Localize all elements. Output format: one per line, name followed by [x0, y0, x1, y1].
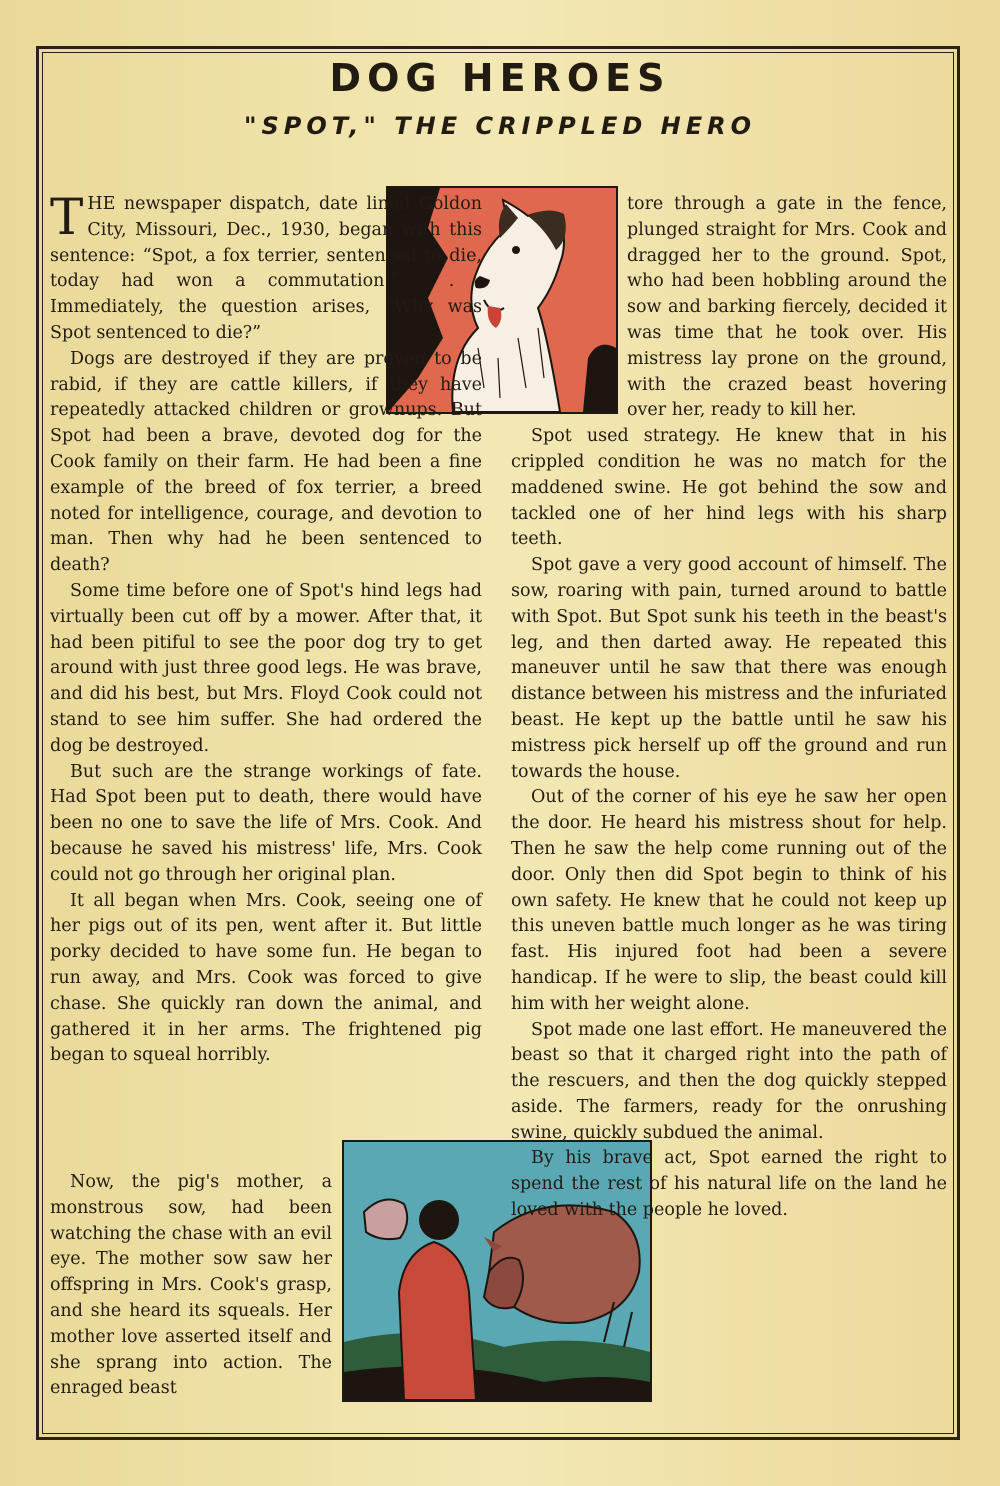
article-paragraph: By his brave act, Spot earned the right to spend the rest of his natural life on the land he loved with the people he loved.	[511, 1148, 947, 1221]
article-column-left-bottom	[50, 1170, 332, 1402]
article-paragraph: Spot made one last effort. He maneuvered the beast so that it charged right into the path of the rescuers, and then the dog quickly stepped aside. The farmers, ready for the onrushing swine, quickly subdued the animal.	[511, 1019, 947, 1143]
page-title: DOG HEROES	[329, 56, 671, 100]
article-paragraph: Some time before one of Spot's hind legs had virtually been cut off by a mower. After that, it had been pitiful to see the poor dog try to get around with just three good legs. He was brave, and did his best, but Mrs. Floyd Cook could not stand to see him suffer. She had ordered the dog be destroyed.	[50, 580, 482, 756]
article-subtitle: "SPOT," THE CRIPPLED HERO	[243, 112, 756, 140]
article-paragraph	[50, 188, 482, 347]
article-paragraph: But such are the strange workings of fate. Had Spot been put to death, there would have been no one to save the life of Mrs. Cook. And because he saved his mistress' life, Mrs. Cook could not go through her original plan.	[50, 761, 482, 885]
drop-cap: T	[50, 188, 84, 246]
article-column-left	[50, 188, 482, 1069]
article-paragraph: It all began when Mrs. Cook, seeing one of her pigs out of its pen, went after it. But little porky decided to have some fun. He began to run away, and Mrs. Cook was forced to give chase. She quickly ran down the animal, and gathered it in her arms. The frightened pig began to squeal horribly.	[50, 890, 482, 1066]
article-paragraph: Now, the pig's mother, a monstrous sow, had been watching the chase with an evil eye. The mother sow saw her offspring in Mrs. Cook's grasp, and she heard its squeals. Her mother love asserted itself and she sprang into action. The enraged beast	[50, 1172, 332, 1399]
article-paragraph: tore through a gate in the fence, plunged straight for Mrs. Cook and dragged her to the ground. Spot, who had been hobbling around the sow and barking fiercely, decided it was time that he took over. His mistress lay prone on the ground, with the crazed beast hovering over her, ready to kill her.	[627, 194, 947, 421]
article-paragraph: Dogs are destroyed if they are proven to be rabid, if they are cattle killers, if they have repeatedly attacked children or grownups. But Spot had been a brave, devoted dog for the Cook family on their farm. He had been a fine example of the breed of fox terrier, a breed noted for intelligence, courage, and devotion to man. Then why had he been sentenced to death?	[50, 348, 482, 576]
article-paragraph-text: HE newspaper dispatch, date lined Goldon City, Missouri, Dec., 1930, began with this sentence: “Spot, a fox terrier, sentenced to die, today had won a commutation.” . . . Immediately, the question arises, “Why was Spot sentenced to die?”	[50, 194, 482, 343]
article-paragraph: Spot gave a very good account of himself. The sow, roaring with pain, turned around to battle with Spot. But Spot sunk his teeth in the beast's leg, and then darted away. He repeated this maneuver until he saw that there was enough distance between his mistress and the infuriated beast. He kept up the battle until he saw his mistress pick herself up off the ground and run towards the house.	[511, 555, 947, 782]
article-column-right	[511, 192, 947, 1224]
article-paragraph: Out of the corner of his eye he saw her open the door. He heard his mistress shout for help. Then he saw the help come running out of the door. Only then did Spot begin to think of his own safety. He knew that he could not keep up this uneven battle much longer as he was tiring fast. His injured foot had been a severe handicap. If he were to slip, the beast could kill him with her weight alone.	[511, 787, 947, 1014]
article-paragraph: Spot used strategy. He knew that in his crippled condition he was no match for the maddened swine. He got behind the sow and tackled one of her hind legs with his sharp teeth.	[511, 426, 947, 550]
